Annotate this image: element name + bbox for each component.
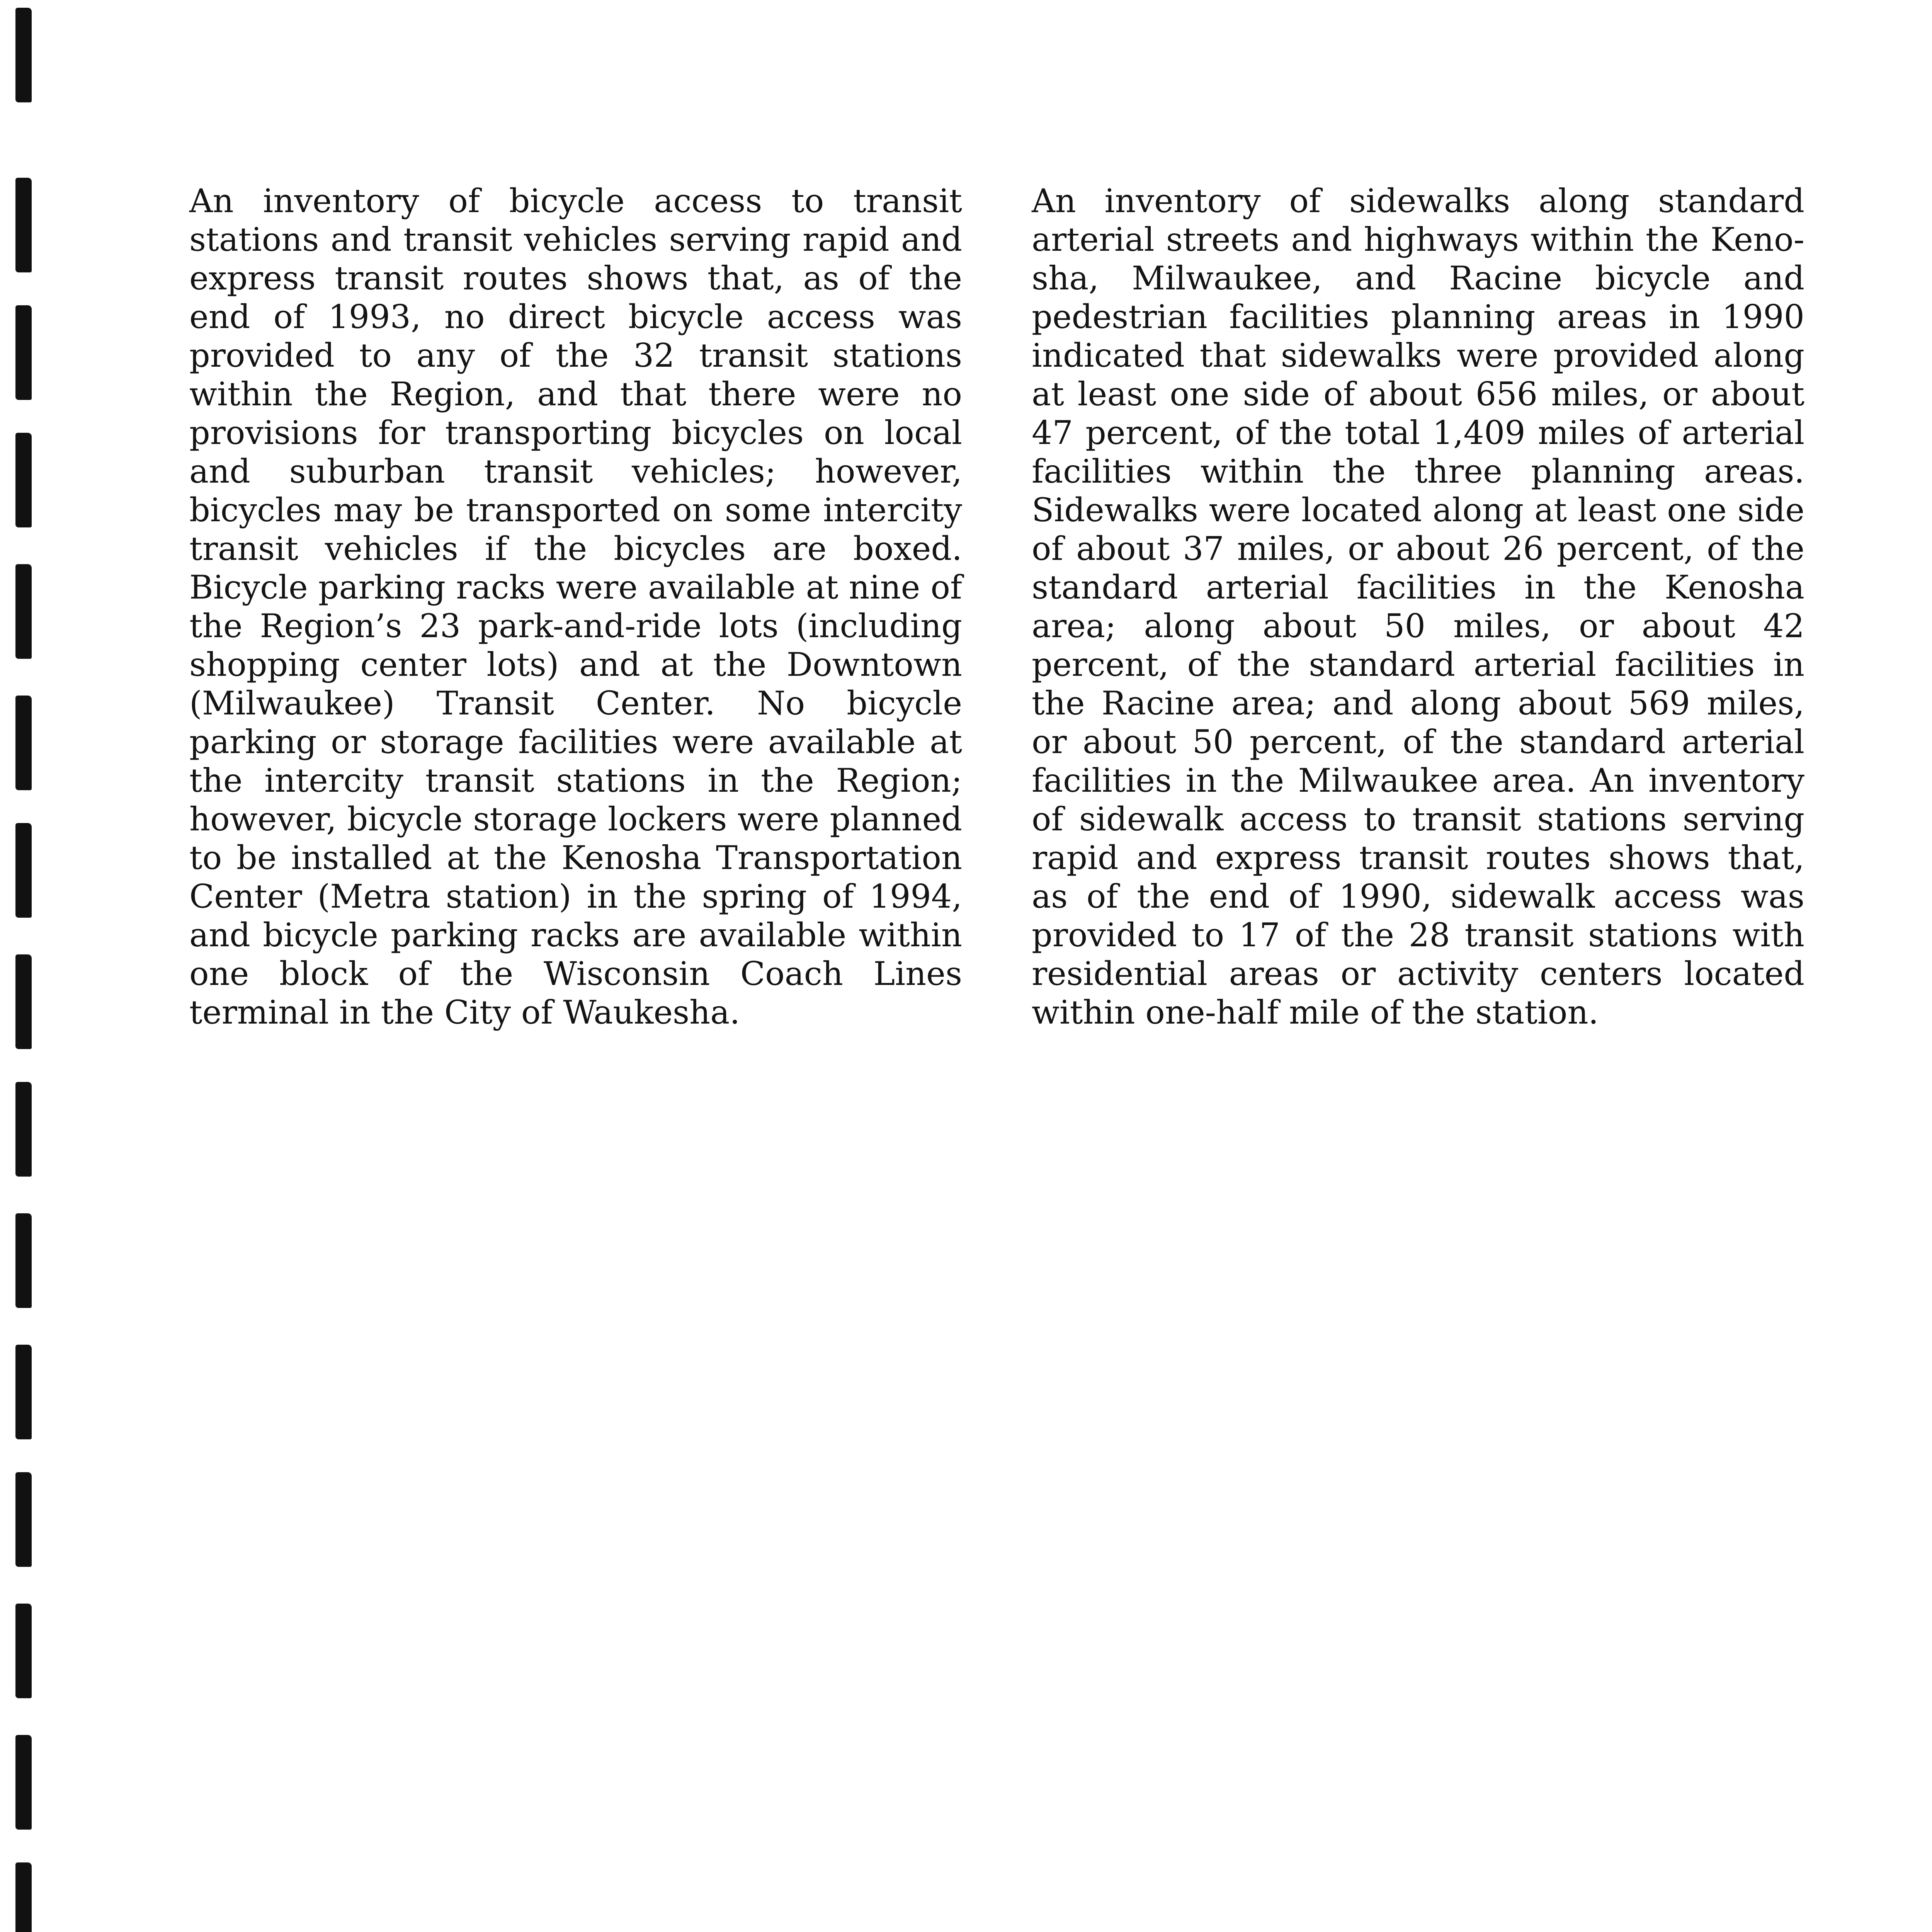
binding-hole	[15, 433, 32, 527]
binding-hole	[15, 696, 32, 790]
binding-hole	[15, 1082, 32, 1177]
binding-hole	[15, 564, 32, 659]
binding-hole	[15, 178, 32, 272]
bicycle-access-paragraph: An inventory of bicycle access to transit stations and transit vehicles serving rapid and express transit routes shows that, as of the end of 1993, no direct bicycle access was provided to any of the 32 transit stations within the Region, and that there were no provisions for transporting bicycles on local and suburban transit vehicles; however, bicycles may be transported on some intercity transit vehicles if the bicycles are boxed. Bicycle parking racks were available at nine of the Region’s 23 park-and-ride lots (including shopping center lots) and at the Downtown (Milwaukee) Transit Center. No bicycle parking or storage facilities were available at the intercity transit stations in the Region; however, bicycle storage lockers were planned to be installed at the Kenosha Transportation Center (Metra station) in the spring of 1994, and bicycle parking racks are available within one block of the Wisconsin Coach Lines terminal in the City of Waukesha.	[189, 182, 962, 1031]
spiral-binding-strip	[0, 0, 46, 1932]
binding-hole	[15, 1472, 32, 1567]
binding-hole	[15, 1213, 32, 1308]
binding-hole	[15, 1735, 32, 1830]
binding-hole	[15, 823, 32, 918]
binding-hole	[15, 8, 32, 102]
sidewalk-inventory-paragraph: An inventory of sidewalks along standard arterial streets and highways within the Kenosha, Milwaukee, and Racine bicycle and pedestrian facilities planning areas in 1990 indicated that sidewalks were provided along at least one side of about 656 miles, or about 47 percent, of the total 1,409 miles of arterial facilities within the three planning areas. Sidewalks were located along at least one side of about 37 miles, or about 26 percent, of the standard arterial facilities in the Kenosha area; along about 50 miles, or about 42 percent, of the standard arterial facilities in the Racine area; and along about 569 miles, or about 50 percent, of the standard arterial facilities in the Milwaukee area. An inventory of sidewalk access to transit stations serving rapid and express transit routes shows that, as of the end of 1990, sidewalk access was provided to 17 of the 28 transit stations with residential areas or activity centers located within one-half mile of the station.	[1032, 182, 1804, 1031]
binding-hole	[15, 1345, 32, 1439]
right-text-column	[1032, 182, 1804, 1032]
binding-hole	[15, 305, 32, 400]
binding-hole	[15, 954, 32, 1049]
binding-hole	[15, 1862, 32, 1932]
binding-hole	[15, 1604, 32, 1698]
left-text-column	[189, 182, 962, 1032]
